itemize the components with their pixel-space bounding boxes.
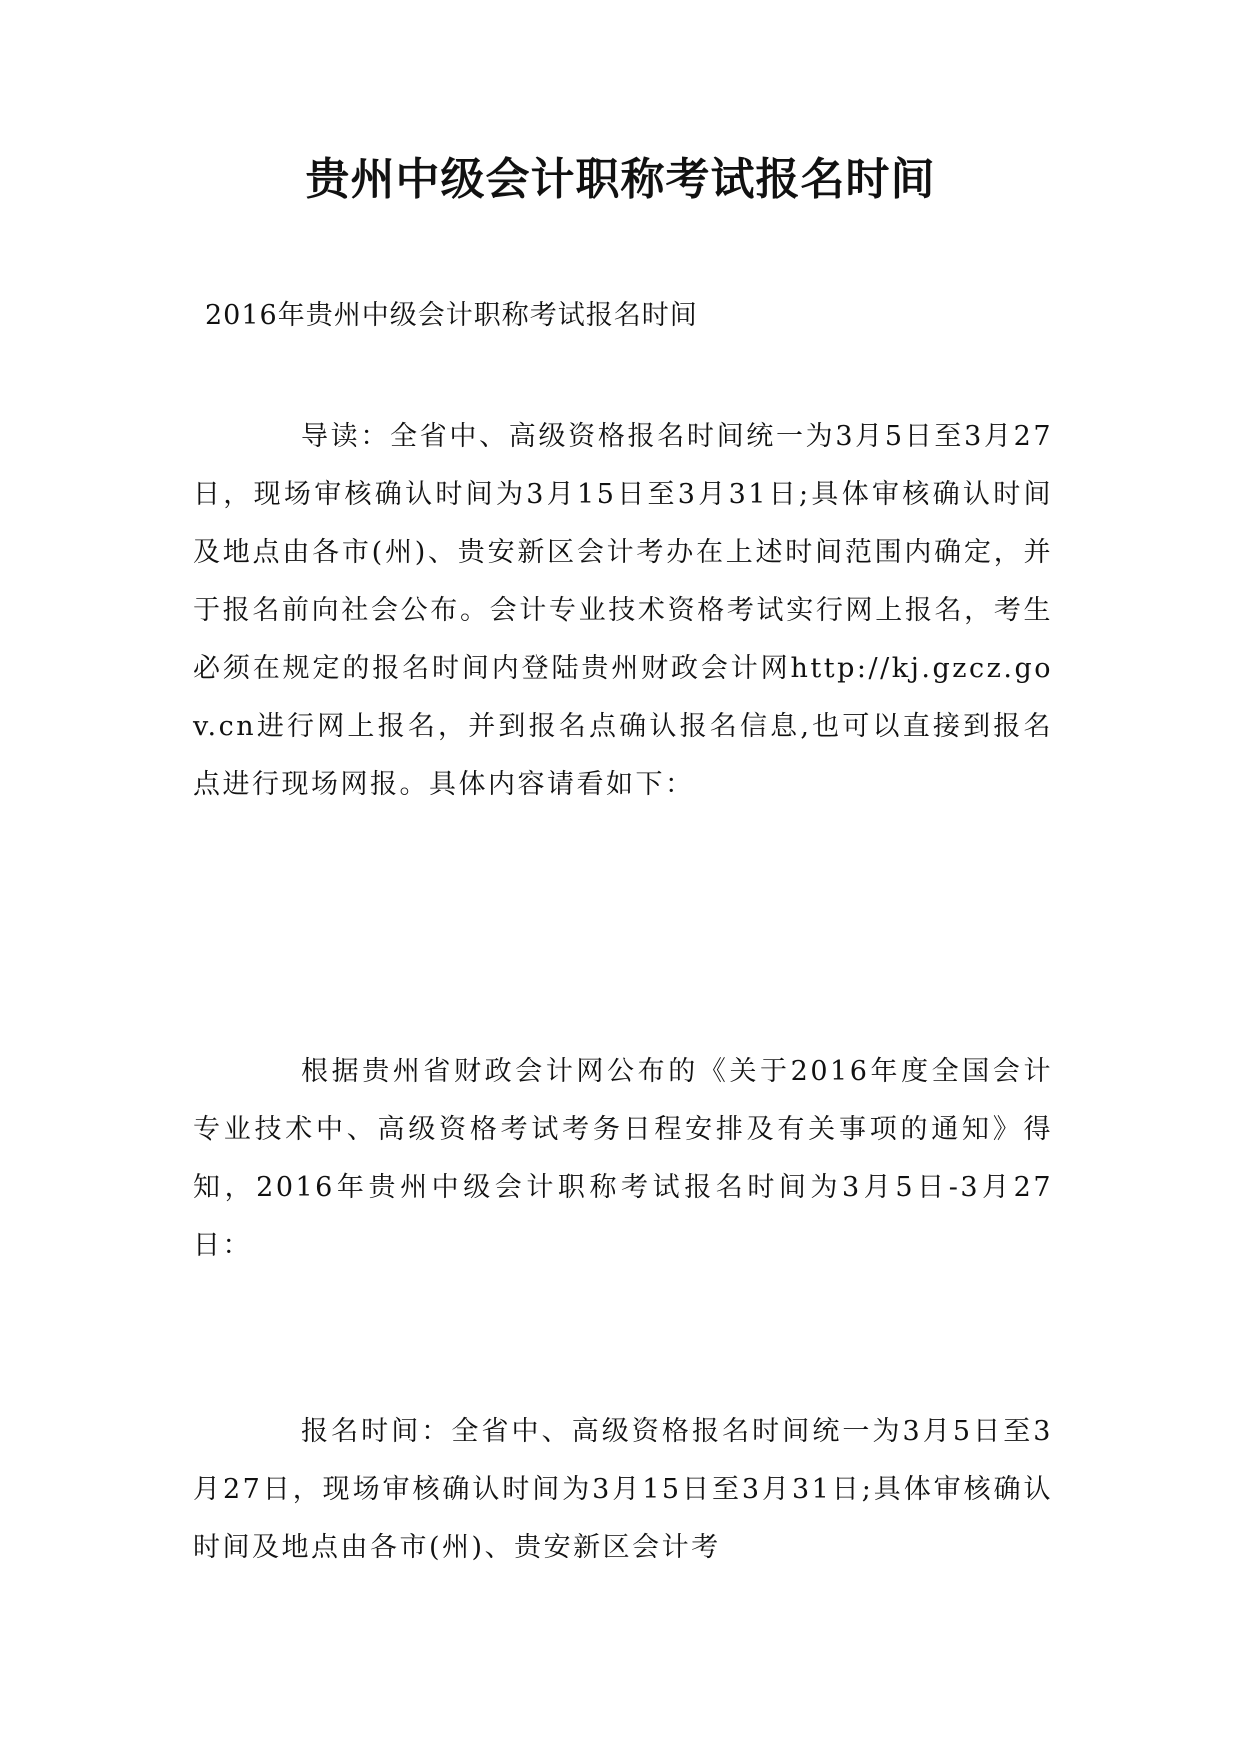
document-subtitle: 2016年贵州中级会计职称考试报名时间 [205,300,698,331]
document-title: 贵州中级会计职称考试报名时间 [305,154,936,205]
intro-paragraph: 导读：全省中、高级资格报名时间统一为3月5日至3月27日，现场审核确认时间为3月15日至3月31日;具体审核确认时间及地点由各市(州)、贵安新区会计考办在上述时间范围内确定，并于报名前向社会公布。会计专业技术资格考试实行网上报名，考生必须在规定的报名时间内登陆贵州财政会计网http://kj.gzcz.gov.cn进行网上报名，并到报名点确认报名信息,也可以直接到报名点进行现场网报。具体内容请看如下： [193,421,1053,800]
source-paragraph: 根据贵州省财政会计网公布的《关于2016年度全国会计专业技术中、高级资格考试考务日程安排及有关事项的通知》得知，2016年贵州中级会计职称考试报名时间为3月5日-3月27日： [193,1056,1053,1261]
registration-time-paragraph: 报名时间：全省中、高级资格报名时间统一为3月5日至3月27日，现场审核确认时间为3月15日至3月31日;具体审核确认时间及地点由各市(州)、贵安新区会计考 [193,1416,1053,1563]
